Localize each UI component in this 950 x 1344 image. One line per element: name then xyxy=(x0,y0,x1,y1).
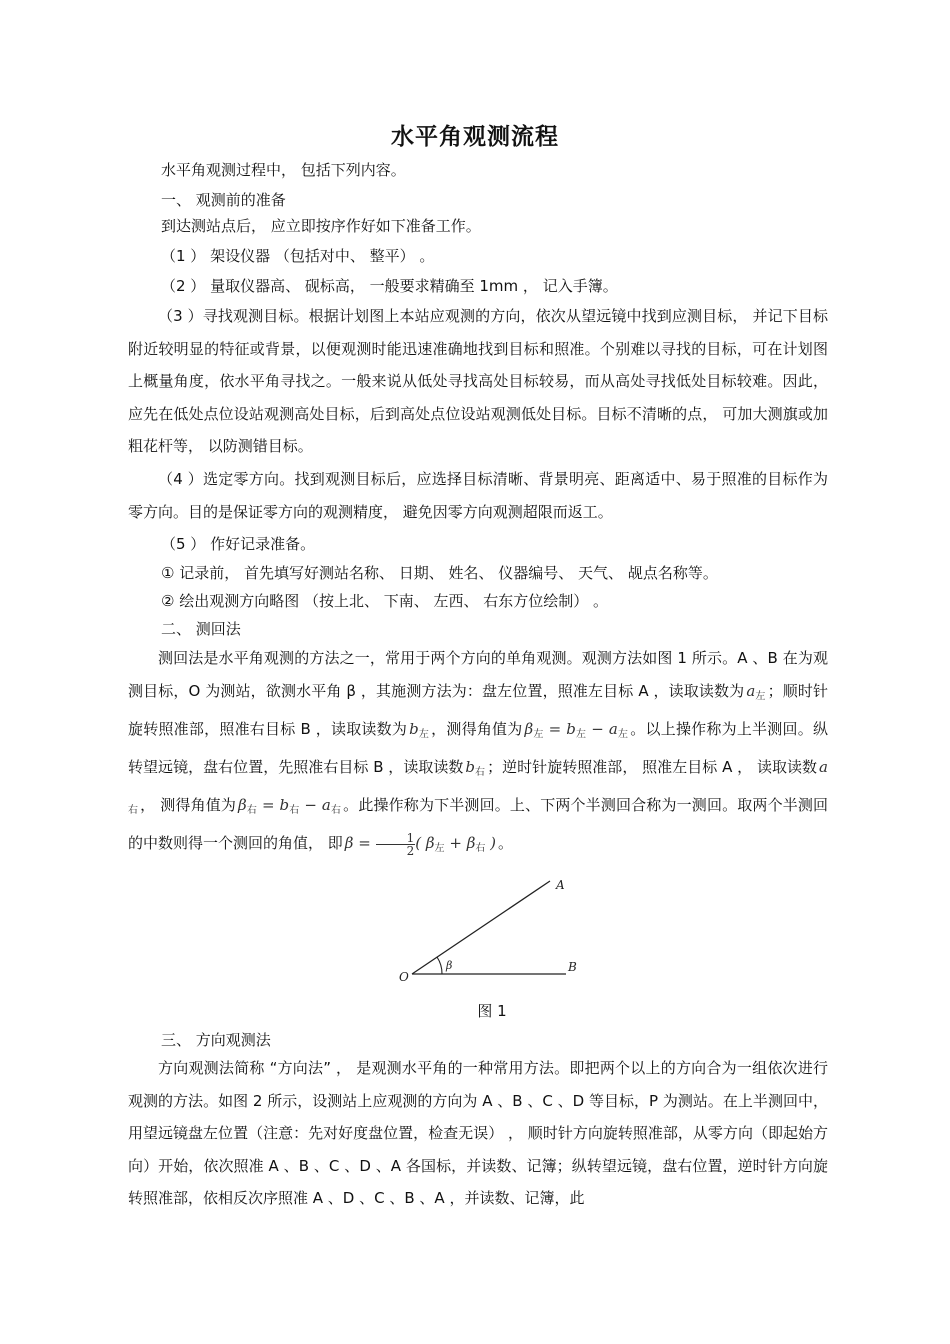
formula-a-left: $a_左$ xyxy=(746,682,766,702)
s2-text-7: 。此操作称为下半测回。上、下两个半测回合称为一测回。取两个半测回的中数则得一个测回的角值， 即 xyxy=(128,796,829,852)
section3-heading: 三、 方向观测法 xyxy=(161,1031,271,1049)
formula-beta-right: $\beta_右 = b_右 - a_右$ xyxy=(238,796,342,816)
formula-b-left: $b_左$ xyxy=(409,720,430,740)
formula-b-right: $b_右$ xyxy=(465,758,486,778)
document-title: 水平角观测流程 xyxy=(391,124,559,150)
label-b: B xyxy=(568,960,577,974)
intro-line: 水平角观测过程中， 包括下列内容。 xyxy=(161,161,406,179)
formula-a-right: $a_右$ xyxy=(128,758,828,816)
prep-item-5: （5 ） 作好记录准备。 xyxy=(161,535,316,553)
prep-item-2: （2 ） 量取仪器高、 砚标高， 一般要求精确至 1mm ， 记入手簿。 xyxy=(161,277,618,295)
angle-arc xyxy=(437,957,442,974)
s2-text-6: ， 测得角值为 xyxy=(140,796,237,814)
s2-text-3: ，测得角值为 xyxy=(431,720,523,738)
section1-lead: 到达测站点后， 应立即按序作好如下准备工作。 xyxy=(161,217,481,235)
section3-paragraph: 方向观测法简称 “方向法” ， 是观测水平角的一种常用方法。即把两个以上的方向合为一组依次进行观测的方法。如图 2 所示，设测站上应观测的方向为 A 、B 、C 、D 等目标，P 为测站。在上半测回中，用望远镜盘左位置（注意：先对好度盘位置，检查无误） ， 顺时针方向旋转照准部，从零方向（即起始方向）开始，依次照准 A 、B 、C 、D 、A 各国标，并读数、记簿；纵转望远镜，盘右位置，逆时针方向旋转照准部，依相反次序照准 A 、D 、C 、B 、A ，并读数、记簿，此 xyxy=(128,1059,828,1207)
prep-item-1: （1 ） 架设仪器 （包括对中、 整平） 。 xyxy=(161,247,435,265)
prep-item-3: （3 ）寻找观测目标。根据计划图上本站应观测的方向，依次从望远镜中找到应测目标， 并记下目标附近较明显的特征或背景，以便观测时能迅速准确地找到目标和照准。个别难以寻找的目标，可在计划图上概量角度，依水平角寻找之。一般来说从低处寻找高处目标较易，而从高处寻找低处目标较难。因此，应先在低处点位设站观测高处目标，后到高处点位设站观测低处目标。目标不清晰的点， 可加大测旗或加粗花杆等， 以防测错目标。 xyxy=(128,307,828,455)
figure-1-angle-diagram xyxy=(390,870,600,990)
formula-beta-left: $\beta_左 = b_左 - a_左$ xyxy=(524,720,629,740)
section1-heading: 一、 观测前的准备 xyxy=(161,191,286,209)
s2-text-2: ；顺时针旋转照准部，照准右目标 B ，读取读数为 xyxy=(128,682,828,738)
formula-beta-mean: β = $\frac{1}{2}$ ( $\beta_左 + \beta_右$ ) xyxy=(344,830,496,858)
s2-text-8: 。 xyxy=(498,834,514,852)
prep-item-5a: ① 记录前， 首先填写好测站名称、 日期、 姓名、 仪器编号、 天气、 觇点名称等。 xyxy=(161,564,718,582)
prep-item-4: （4 ）选定零方向。找到观测目标后，应选择目标清晰、背景明亮、距离适中、易于照准的目标作为零方向。目的是保证零方向的观测精度， 避免因零方向观测超限而返工。 xyxy=(128,470,828,521)
section2-heading: 二、 测回法 xyxy=(161,620,241,638)
label-o: O xyxy=(399,970,409,984)
figure-1-caption: 图 1 xyxy=(477,1002,507,1020)
section2-paragraph xyxy=(128,642,828,865)
ray-oa xyxy=(412,881,550,974)
s2-text-1: 测回法是水平角观测的方法之一，常用于两个方向的单角观测。观测方法如图 1 所示。A 、B 在为观测目标，O 为测站，欲测水平角 β ，其施测方法为：盘左位置，照准左目标 A ，读取读数为 xyxy=(128,649,828,700)
label-beta: β xyxy=(446,959,453,972)
prep-item-5b: ② 绘出观测方向略图 （按上北、 下南、 左西、 右东方位绘制） 。 xyxy=(161,592,609,610)
s2-text-4: 。以上操作称为上半测回。纵转望远镜，盘右位置，先照准右目标 B ，读取读数 xyxy=(128,720,828,776)
label-a: A xyxy=(556,878,565,892)
s2-text-5: ；逆时针旋转照准部， 照准左目标 A ， 读取读数 xyxy=(487,758,818,776)
